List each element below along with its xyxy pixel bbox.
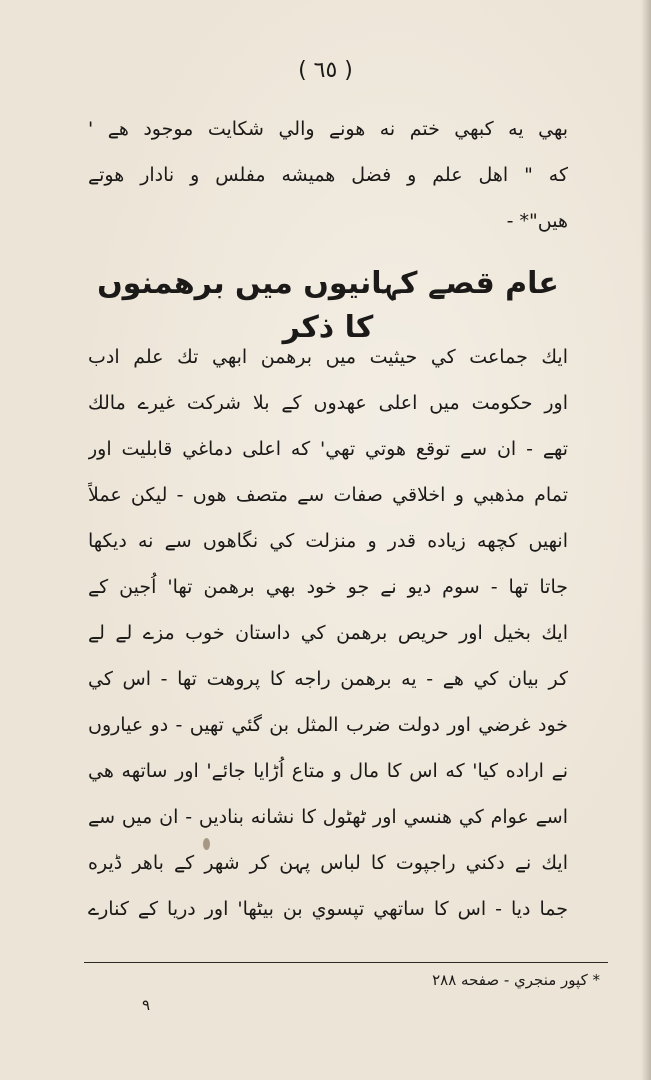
body-line: تهے - ان سے توقع هوتي تهي' كه اعلى دماغي قابليت اور	[88, 438, 568, 460]
page-edge-shadow	[641, 0, 651, 1080]
body-line: انهيں كچهه زياده قدر و منزلت كي نگاهوں سے نه ديكها	[88, 530, 568, 552]
section-heading: عام قصے كہانيوں ميں برهمنوں كا ذكر	[97, 266, 559, 345]
footnote-rule	[84, 962, 608, 963]
page-number: ( ٦٥ )	[298, 58, 353, 83]
body-line: اسے عوام كي هنسي اور ٹهٹول كا نشانه بناديں - ان ميں سے	[88, 806, 568, 828]
body-line: ايك نے دكني راجپوت كا لباس پہن كر شهر كے باهر ڈيره	[88, 852, 568, 874]
intro-line: كه " اهل علم و فضل هميشه مفلس و نادار هوتے	[88, 164, 568, 186]
ink-blot	[203, 838, 210, 850]
body-line: اور حكومت ميں اعلى عهدوں كے بلا شركت غيرے مالك	[88, 392, 568, 414]
body-line: ايك جماعت كي حيثيت ميں برهمن ابهي تك علم ادب	[88, 346, 568, 368]
intro-line: بهي يه كبهي ختم نه هونے والي شكايت موجود هے '	[88, 118, 568, 140]
body-line: جاتا تها - سوم ديو نے جو خود بهي برهمن تها' اُجين كے	[88, 576, 568, 598]
signature-mark: ٩	[142, 996, 151, 1014]
body-line: تمام مذهبي و اخلاقي صفات سے متصف هوں - ليكن عملاً	[88, 484, 568, 506]
body-line: نے اراده كيا' كه اس كا مال و متاع اُڑايا جائے' اور ساتهه هي	[88, 760, 568, 782]
body-line: ايك بخيل اور حريص برهمن كي داستان خوب مزے لے لے	[88, 622, 568, 644]
body-line: كر بيان كي هے - يه برهمن راجه كا پروهت تها - اس كي	[88, 668, 568, 690]
intro-line: هيں"* -	[506, 210, 568, 232]
body-line: خود غرضي اور دولت ضرب المثل بن گئي تهيں - دو عياروں	[88, 714, 568, 736]
footnote: * كپور منجري - صفحه ٢٨٨	[432, 971, 600, 989]
body-line: جما ديا - اس كا ساتهي تپسوي بن بيٹها' اور دريا كے كنارے	[88, 898, 568, 920]
